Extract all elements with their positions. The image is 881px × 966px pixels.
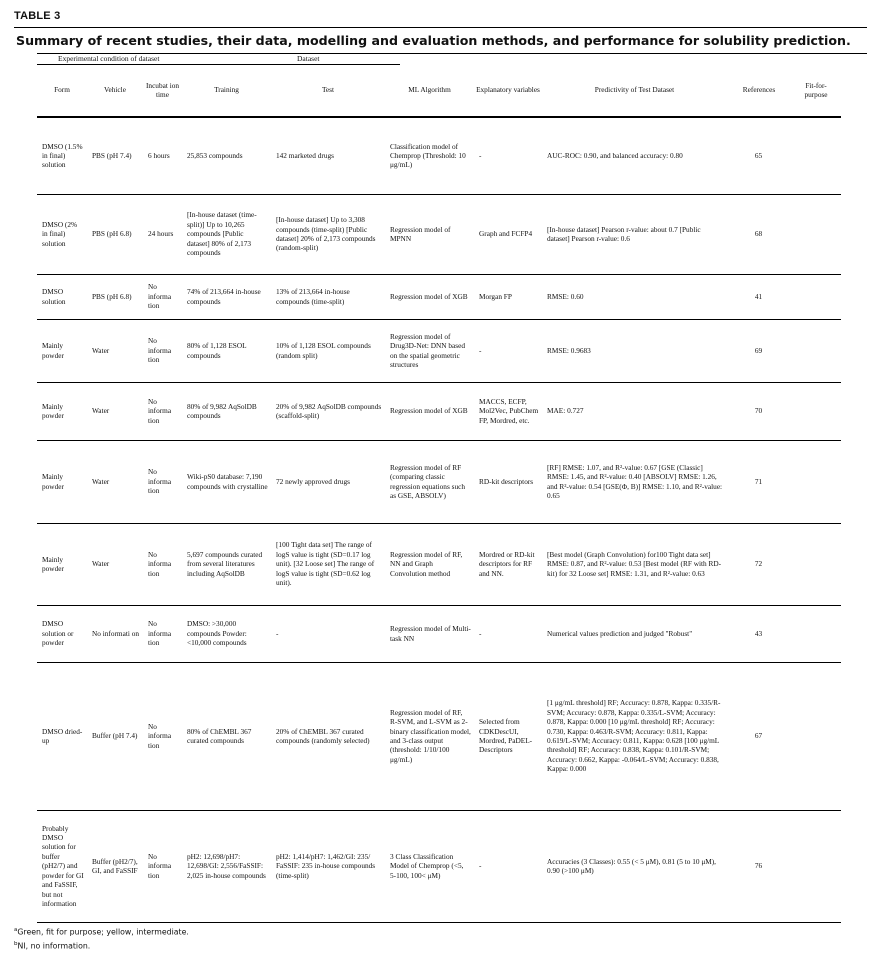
cell-predictivity: AUC-ROC: 0.90, and balanced accuracy: 0.80: [547, 151, 683, 161]
table-row: [37, 810, 841, 922]
cell-reference: 76: [754, 861, 763, 871]
cell-incubation: 24 hours: [148, 229, 174, 239]
cell-test: 20% of ChEMBL 367 curated compounds (randomly selected): [276, 726, 370, 745]
footnote-b: [14, 941, 90, 951]
cell-predictivity: [Best model (Graph Convolution) for100 Tight data set] RMSE: 0.87, and R²-value: 0.53 [Best model (RF with RD-kit) for 32 Loose set] RMSE: 1.31, and R²-value: 0.63: [547, 549, 722, 578]
table-row: [37, 523, 841, 605]
cell-fit: [791, 810, 841, 922]
col-header-incubation: Incubat ion time: [145, 80, 180, 99]
cell-incubation: 6 hours: [148, 151, 170, 161]
cell-predictivity: MAE: 0.727: [547, 406, 584, 416]
col-header-form: Form: [54, 85, 70, 95]
cell-reference: 71: [754, 476, 763, 486]
cell-training: 80% of 9,982 AqSolDB compounds: [187, 401, 257, 420]
cell-test: -: [276, 628, 279, 638]
table-row: [37, 274, 841, 319]
cell-reference: 41: [754, 291, 763, 301]
cell-training: Wiki-pS0 database: 7,190 compounds with crystalline: [187, 472, 268, 491]
cell-predictivity: Accuracies (3 Classes): 0.55 (< 5 μM), 0.81 (5 to 10 μM), 0.90 (>100 μM): [547, 856, 716, 875]
cell-test: 72 newly approved drugs: [276, 476, 350, 486]
table-row: [37, 194, 841, 274]
cell-ml: Regression model of XGB: [390, 291, 468, 301]
cell-training: 74% of 213,664 in-house compounds: [187, 287, 261, 306]
cell-reference: 68: [754, 229, 763, 239]
cell-vehicle: Water: [92, 406, 110, 416]
cell-form: DMSO (2% in final) solution: [42, 219, 78, 248]
cell-ml: 3 Class Classification Model of Chemprop (<5, 5-100, 100< μM): [390, 851, 464, 880]
cell-vehicle: PBS (pH 6.8): [92, 291, 132, 301]
summary-table: [37, 64, 841, 923]
cell-explanatory: -: [479, 151, 482, 161]
cell-incubation: No informa tion: [148, 336, 172, 365]
cell-incubation: No informa tion: [148, 467, 172, 496]
cell-predictivity: RMSE: 0.9683: [547, 345, 591, 355]
cell-predictivity: [1 μg/mL threshold] RF; Accuracy: 0.878, Kappa: 0.335/R-SVM; Accuracy: 0.878, Kappa: 0.335/L-SVM; Accuracy: 0.878, Kappa: 0.000 [10 μg/mL threshold] RF; Accuracy: 0.730, Kappa: 0.463/R-SVM; Accuracy: 0.811, Kappa: 0.619/L-SVM; Accuracy: 0.811, Kappa: 0.628 [100 μg/mL threshold] RF; Accuracy: 0.838, Kappa: 0.101/R-SVM; Accuracy: 0.662, Kappa: -0.064/L-SVM; Accuracy: 0.838, Kappa: 0.000: [547, 698, 721, 774]
cell-training: 5,697 compounds curated from several literatures including AqSolDB: [187, 549, 263, 578]
col-header-explanatory: Explanatory variables: [476, 85, 540, 95]
table-row: [37, 117, 841, 194]
cell-training: pH2: 12,698/pH7: 12,698/GI: 2,556/FaSSIF: 2,025 in-house compounds: [187, 851, 266, 880]
footnote-a-text: Green, fit for purpose; yellow, intermediate.: [17, 927, 189, 937]
title-rule: [37, 53, 867, 54]
cell-incubation: No informa tion: [148, 619, 172, 648]
cell-fit: [791, 440, 841, 523]
group-header-dataset: Dataset: [297, 54, 320, 63]
group-header-experimental: Experimental condition of dataset: [58, 54, 160, 63]
header-row: [37, 64, 841, 117]
cell-incubation: No informa tion: [148, 851, 172, 880]
cell-training: 25,853 compounds: [187, 151, 243, 161]
cell-incubation: No informa tion: [148, 721, 172, 750]
cell-training: DMSO: >30,000 compounds Powder: <10,000 compounds: [187, 619, 247, 648]
cell-form: DMSO dried-up: [42, 726, 83, 745]
cell-test: pH2: 1,414/pH7: 1,462/GI: 235/ FaSSIF: 235 in-house compounds (time-split): [276, 851, 376, 880]
cell-test: 10% of 1,128 ESOL compounds (random split): [276, 341, 371, 360]
table-row: [37, 319, 841, 382]
cell-predictivity: [In-house dataset] Pearson r-value: about 0.7 [Public dataset] Pearson r-value: 0.6: [547, 224, 701, 243]
col-header-ml-algorithm: ML Algorithm: [408, 85, 451, 95]
cell-vehicle: Water: [92, 345, 110, 355]
cell-form: Probably DMSO solution for buffer (pH2/7) and powder for GI and FaSSIF, but not information: [42, 823, 84, 908]
top-rule: [14, 27, 867, 28]
cell-explanatory: -: [479, 628, 482, 638]
cell-reference: 69: [754, 345, 763, 355]
col-header-references: References: [742, 85, 776, 95]
cell-explanatory: Graph and FCFP4: [479, 229, 533, 239]
cell-predictivity: RMSE: 0.60: [547, 291, 584, 301]
cell-form: Mainly powder: [42, 401, 64, 420]
cell-ml: Regression model of RF (comparing classic regression equations such as GSE, ABSOLV): [390, 462, 465, 500]
footnote-a: [14, 927, 189, 937]
cell-form: DMSO solution or powder: [42, 619, 74, 648]
cell-incubation: No informa tion: [148, 396, 172, 425]
cell-test: 20% of 9,982 AqSolDB compounds (scaffold-split): [276, 401, 382, 420]
cell-fit: [791, 319, 841, 382]
cell-explanatory: -: [479, 861, 482, 871]
table-row: [37, 662, 841, 810]
cell-incubation: No informa tion: [148, 282, 172, 311]
cell-form: Mainly powder: [42, 472, 64, 491]
cell-vehicle: PBS (pH 7.4): [92, 151, 132, 161]
cell-training: 80% of ChEMBL 367 curated compounds: [187, 726, 252, 745]
cell-test: 142 marketed drugs: [276, 151, 334, 161]
cell-test: [In-house dataset] Up to 3,308 compounds (time-split) [Public dataset] 20% of 2,173 compounds (random-split): [276, 215, 376, 253]
cell-fit: [791, 117, 841, 194]
cell-incubation: No informa tion: [148, 549, 172, 578]
table-label: TABLE 3: [14, 10, 61, 22]
cell-explanatory: MACCS, ECFP, Mol2Vec, PubChem FP, Mordred, etc.: [479, 396, 539, 425]
cell-ml: Regression model of RF, R-SVM, and L-SVM as 2-binary classification model, and 3-class output (threshold: 1/10/100 μg/mL): [390, 707, 471, 764]
cell-ml: Regression model of Multi-task NN: [390, 624, 471, 643]
cell-vehicle: Buffer (pH2/7), GI, and FaSSIF: [92, 856, 138, 875]
cell-explanatory: Morgan FP: [479, 291, 512, 301]
col-header-training: Training: [214, 85, 239, 95]
col-header-vehicle: Vehicle: [104, 85, 126, 95]
cell-explanatory: Selected from CDKDescUI, Mordred, PaDEL-Descriptors: [479, 717, 533, 755]
footnote-b-mark: b: [14, 941, 18, 947]
cell-fit: [791, 382, 841, 440]
cell-fit: [791, 274, 841, 319]
table-row: [37, 605, 841, 662]
cell-fit: [791, 523, 841, 605]
table-row: [37, 382, 841, 440]
cell-ml: Regression model of XGB: [390, 406, 468, 416]
cell-explanatory: Mordred or RD-kit descriptors for RF and NN.: [479, 549, 535, 578]
cell-fit: [791, 605, 841, 662]
cell-fit: [791, 194, 841, 274]
footnote-b-text: NI, no information.: [17, 941, 91, 951]
cell-ml: Regression model of RF, NN and Graph Convolution method: [390, 549, 463, 578]
cell-predictivity: [RF] RMSE: 1.07, and R²-value: 0.67 [GSE (Classic] RMSE: 1.45, and R²-value: 0.40 [ABSOLV] RMSE: 1.26, and R²-value: 0.54 [GSE(Φ, B)] RMSE: 1.10, and R²-value: 0.65: [547, 462, 723, 500]
table-title: Summary of recent studies, their data, modelling and evaluation methods, and performance for solubility prediction.: [16, 33, 851, 48]
cell-test: [100 Tight data set] The range of logS value is tight (SD=0.17 log unit). [32 Loose set] The range of logS value is tight (SD=0.62 log unit).: [276, 540, 375, 588]
cell-predictivity: Numerical values prediction and judged "Robust": [547, 628, 693, 638]
cell-ml: Regression model of Drug3D-Net: DNN based on the spatial geometric structures: [390, 331, 465, 369]
cell-fit: [791, 662, 841, 810]
cell-form: DMSO (1.5% in final) solution: [42, 141, 83, 170]
cell-reference: 43: [754, 628, 763, 638]
footnote-a-mark: a: [14, 927, 18, 933]
cell-test: 13% of 213,664 in-house compounds (time-split): [276, 287, 350, 306]
cell-vehicle: Water: [92, 476, 110, 486]
cell-reference: 67: [754, 731, 763, 741]
col-header-predictivity: Predictivity of Test Dataset: [594, 85, 675, 95]
cell-ml: Regression model of MPNN: [390, 224, 451, 243]
cell-vehicle: Water: [92, 559, 110, 569]
col-header-fit: Fit-for- purpose: [804, 80, 828, 99]
cell-reference: 65: [754, 151, 763, 161]
cell-form: Mainly powder: [42, 341, 64, 360]
cell-reference: 70: [754, 406, 763, 416]
cell-vehicle: No informati on: [92, 628, 140, 638]
cell-form: Mainly powder: [42, 554, 64, 573]
cell-training: 80% of 1,128 ESOL compounds: [187, 341, 247, 360]
cell-vehicle: PBS (pH 6.8): [92, 229, 132, 239]
cell-vehicle: Buffer (pH 7.4): [92, 731, 138, 741]
table-row: [37, 440, 841, 523]
col-header-test: Test: [321, 85, 335, 95]
cell-training: [In-house dataset (time-split)] Up to 10,265 compounds [Public dataset] 80% of 2,173 compounds: [187, 210, 257, 258]
cell-form: DMSO solution: [42, 287, 66, 306]
cell-explanatory: -: [479, 345, 482, 355]
cell-ml: Classification model of Chemprop (Threshold: 10 μg/mL): [390, 141, 466, 170]
cell-reference: 72: [754, 559, 763, 569]
cell-explanatory: RD-kit descriptors: [479, 476, 534, 486]
